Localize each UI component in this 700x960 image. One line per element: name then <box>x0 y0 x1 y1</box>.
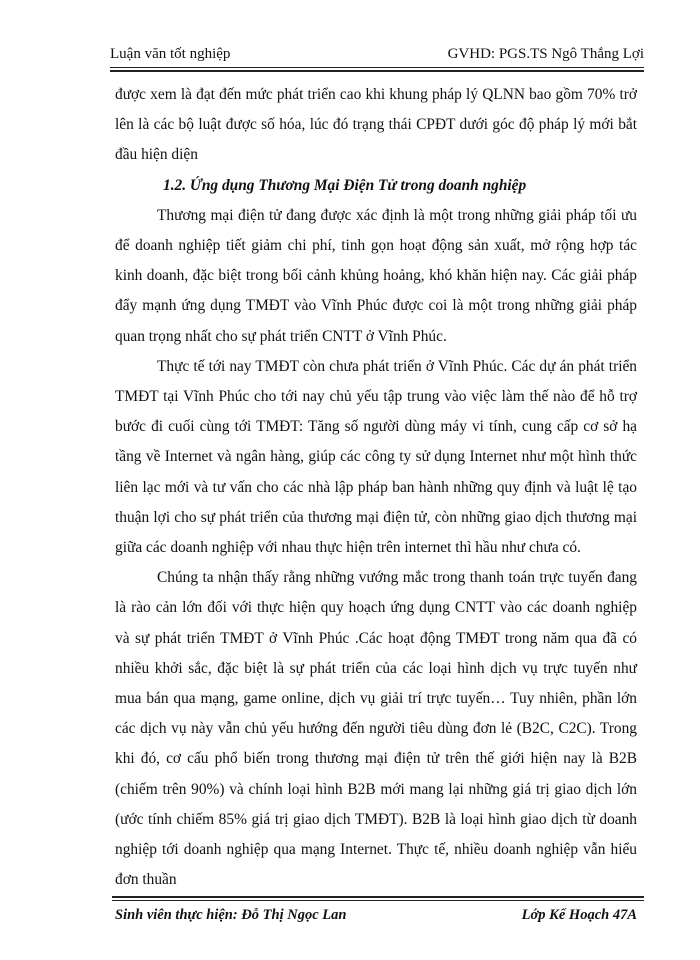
page-header <box>110 44 644 64</box>
intro-paragraph: được xem là đạt đến mức phát triển cao khi khung pháp lý QLNN bao gồm 70% trở lên là các bộ luật được số hóa, lúc đó trạng thái CPĐT dưới góc độ pháp lý mới bắt đầu hiện diện <box>115 86 637 164</box>
header-divider <box>110 67 644 68</box>
footer-class-label: Lớp Kế Hoạch 47A <box>521 907 637 923</box>
body-paragraph: Thực tế tới nay TMĐT còn chưa phát triển ở Vĩnh Phúc. Các dự án phát triển TMĐT tại Vĩnh Phúc cho tới nay chủ yếu tập trung vào việc làm thế nào để hỗ trợ bước đi cuối cùng tới TMĐT: Tăng số người dùng máy vi tính, cung cấp cơ sở hạ tầng về Internet và ngân hàng, giúp các công ty sử dụng Internet như một hình thức liên lạc mới và tư vấn cho các nhà lập pháp ban hành những quy định và luật lệ tạo thuận lợi cho sự phát triển của thương mại điện tử, còn những giao dịch thương mại giữa các doanh nghiệp với nhau thực hiện trên internet thì hầu như chưa có. <box>115 357 637 557</box>
body-paragraph: Chúng ta nhận thấy rằng những vướng mắc trong thanh toán trực tuyến đang là rào cản lớn đối với thực hiện quy hoạch ứng dụng CNTT vào các doanh nghiệp và sự phát triển TMĐT ở Vĩnh Phúc .Các hoạt động TMĐT trong năm qua đã có nhiều khởi sắc, đặc biệt là sự phát triển của các loại hình dịch vụ trực tuyến như mua bán qua mạng, game online, dịch vụ giải trí trực tuyến… Tuy nhiên, phần lớn các dịch vụ này vẫn chủ yếu hướng đến người tiêu dùng đơn lẻ (B2C, C2C). Trong khi đó, cơ cấu phổ biến trong thương mại điện tử trên thế giới hiện nay là B2B (chiếm trên 90%) và chính loại hình B2B mới mang lại những giá trị giao dịch lớn (ước tính chiếm 85% giá trị giao dịch TMĐT). B2B là loại hình giao dịch từ doanh nghiệp tới doanh nghiệp qua mạng Internet. Thực tế, nhiều doanh nghiệp vẫn hiểu đơn thuần <box>115 569 637 889</box>
body-paragraph: Thương mại điện tử đang được xác định là một trong những giải pháp tối ưu để doanh nghiệp tiết giảm chi phí, tinh gọn hoạt động sản xuất, mở rộng hợp tác kinh doanh, đặc biệt trong bối cảnh khủng hoảng, khó khăn hiện nay. Các giải pháp đẩy mạnh ứng dụng TMĐT vào Vĩnh Phúc được coi là một trong những giải pháp quan trọng nhất cho sự phát triển CNTT ở Vĩnh Phúc. <box>115 206 637 345</box>
section-heading: 1.2. Ứng dụng Thương Mại Điện Tử trong doanh nghiệp <box>163 176 527 194</box>
footer-student-label: Sinh viên thực hiện: Đỗ Thị Ngọc Lan <box>115 907 347 923</box>
header-advisor-label: GVHD: PGS.TS Ngô Thắng Lợi <box>447 46 644 62</box>
footer-divider-thick <box>112 896 644 898</box>
page-footer <box>115 905 637 925</box>
header-divider-thick <box>110 70 644 72</box>
page-body <box>115 80 637 895</box>
header-thesis-label: Luận văn tốt nghiệp <box>110 46 231 62</box>
footer-divider <box>112 900 644 901</box>
